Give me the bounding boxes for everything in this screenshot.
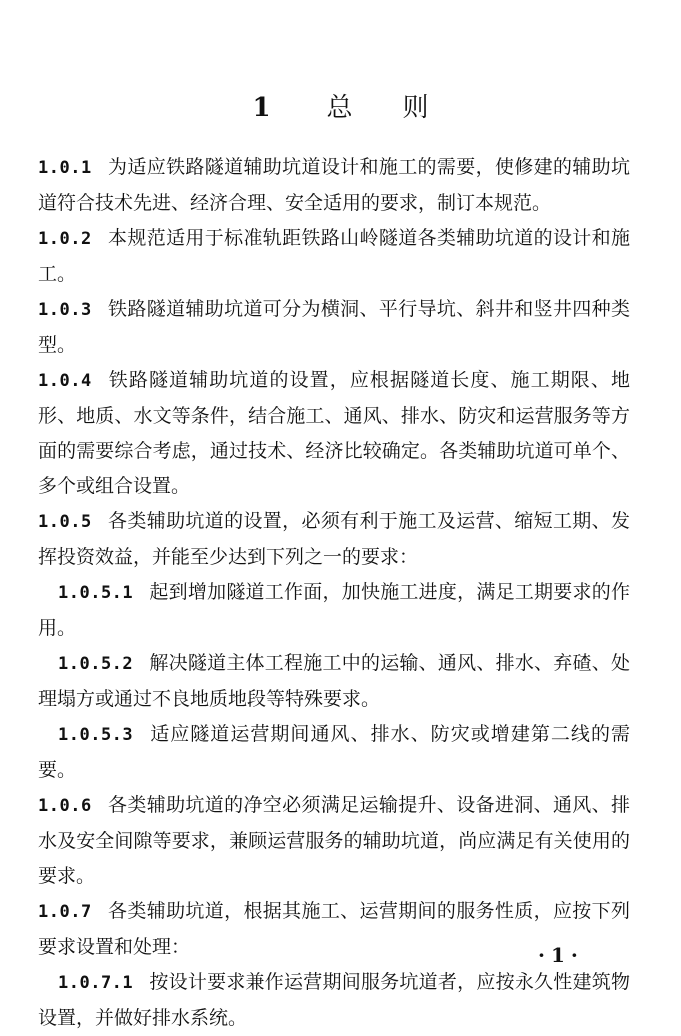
clause-text: 各类辅助坑道的净空必须满足运输提升、设备进洞、通风、排水及安全间隙等要求，兼顾运营服务的辅助坑道，尚应满足有关使用的要求。 <box>38 794 630 887</box>
clause-text: 铁路隧道辅助坑道的设置，应根据隧道长度、施工期限、地形、地质、水文等条件，结合施工、通风、排水、防灾和运营服务等方面的需要综合考虑，通过技术、经济比较确定。各类辅助坑道可单个、多个或组合设置。 <box>38 369 630 497</box>
clause-text: 解决隧道主体工程施工中的运输、通风、排水、弃碴、处理塌方或通过不良地质地段等特殊要求。 <box>38 652 630 710</box>
clause-number: 1.0.5.2 <box>58 654 134 674</box>
chapter-title <box>0 90 681 126</box>
chapter-title-char-2: 则 <box>402 93 429 123</box>
clause-text: 适应隧道运营期间通风、排水、防灾或增建第二线的需要。 <box>38 723 630 781</box>
chapter-title-char-1: 总 <box>326 93 353 123</box>
clause-text: 起到增加隧道工作面，加快施工进度，满足工期要求的作用。 <box>38 581 630 639</box>
clause-1-0-5 <box>38 504 630 575</box>
clause-1-0-5-3 <box>38 717 630 788</box>
chapter-number: 1 <box>252 93 271 123</box>
clause-number: 1.0.4 <box>38 371 92 391</box>
body-text <box>38 150 630 1036</box>
clause-number: 1.0.7 <box>38 902 92 922</box>
clause-number: 1.0.1 <box>38 158 92 178</box>
clause-1-0-5-2 <box>38 646 630 717</box>
clause-number: 1.0.3 <box>38 300 92 320</box>
clause-number: 1.0.2 <box>38 229 92 249</box>
clause-1-0-3 <box>38 292 630 363</box>
clause-number: 1.0.5.3 <box>58 725 134 745</box>
clause-1-0-7-1 <box>38 965 630 1036</box>
clause-1-0-6 <box>38 788 630 894</box>
clause-text: 本规范适用于标准轨距铁路山岭隧道各类辅助坑道的设计和施工。 <box>38 227 630 285</box>
clause-text: 按设计要求兼作运营期间服务坑道者，应按永久性建筑物设置，并做好排水系统。 <box>38 971 630 1029</box>
clause-1-0-5-1 <box>38 575 630 646</box>
clause-1-0-4 <box>38 363 630 504</box>
clause-number: 1.0.5.1 <box>58 583 134 603</box>
clause-number: 1.0.7.1 <box>58 973 134 993</box>
page-number: ·1· <box>538 943 584 967</box>
clause-1-0-1 <box>38 150 630 221</box>
clause-1-0-2 <box>38 221 630 292</box>
clause-text: 各类辅助坑道的设置，必须有利于施工及运营、缩短工期、发挥投资效益，并能至少达到下列之一的要求： <box>38 510 630 568</box>
clause-number: 1.0.6 <box>38 796 92 816</box>
clause-text: 各类辅助坑道，根据其施工、运营期间的服务性质，应按下列要求设置和处理： <box>38 900 630 958</box>
clause-number: 1.0.5 <box>38 512 92 532</box>
clause-text: 铁路隧道辅助坑道可分为横洞、平行导坑、斜井和竖井四种类型。 <box>38 298 630 356</box>
clause-text: 为适应铁路隧道辅助坑道设计和施工的需要，使修建的辅助坑道符合技术先进、经济合理、安全适用的要求，制订本规范。 <box>38 156 630 214</box>
